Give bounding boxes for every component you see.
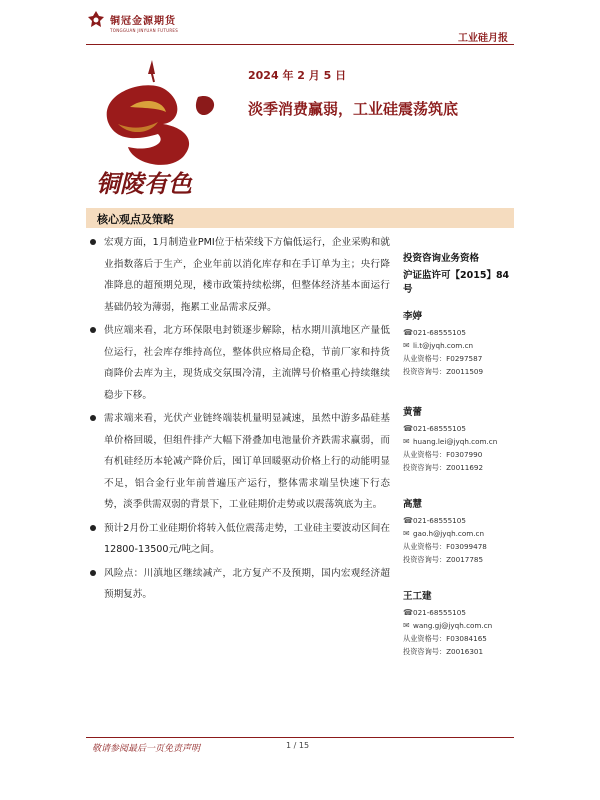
license-number: 沪证监许可【2015】84 号 <box>403 270 510 295</box>
analyst-name: 李婷 <box>403 311 423 322</box>
key-point <box>90 232 390 318</box>
analyst-card <box>403 588 533 658</box>
footer-divider <box>86 737 514 738</box>
analyst-email[interactable]: ✉ gao.h@jyqh.com.cn <box>403 529 485 538</box>
analyst-phone: ☎021-68555105 <box>403 608 466 617</box>
analyst-email[interactable]: ✉ huang.lei@jyqh.com.cn <box>403 437 498 446</box>
section-title: 核心观点及策略 <box>97 213 174 226</box>
key-point <box>90 408 390 516</box>
key-points-list <box>90 232 390 608</box>
brand-name-cn: 铜冠金源期货 <box>110 16 176 27</box>
analyst-advisory-id: 投资咨询号：Z0017785 <box>403 555 484 564</box>
analyst-advisory-id: 投资咨询号：Z0011692 <box>403 463 484 472</box>
analyst-practice-id: 从业资格号：F0297587 <box>403 354 483 363</box>
brand-artwork-icon <box>88 52 238 202</box>
key-point-text: 预计2月份工业硅期价将转入低位震荡走势，工业硅主要波动区间在12800-13500元/吨之间。 <box>104 522 390 555</box>
bullet-dot-icon <box>90 415 96 421</box>
key-point-text: 风险点：川滇地区继续减产，北方复产不及预期，国内宏观经济超预期复苏。 <box>104 567 390 600</box>
phone-icon: ☎ <box>403 608 413 617</box>
page-number: 1 / 15 <box>286 741 310 750</box>
analyst-card <box>403 308 533 378</box>
key-point <box>90 518 390 561</box>
report-date: 2024 年 2 月 5 日 <box>248 69 347 82</box>
key-point-text: 供应端来看，北方环保限电封锁逐步解除，枯水期川滇地区产量低位运行，社会库存维持高位，整体供应格局企稳，节前厂家和持货商降价去库为主，现货成交氛围冷清，主流牌号价格重心持续继续稳步下移。 <box>104 325 390 401</box>
report-type: 工业硅月报 <box>458 33 508 44</box>
brand-name-en: TONGGUAN JINYUAN FUTURES <box>110 28 179 33</box>
key-point-text: 需求端来看，光伏产业链终端装机量明显减速，虽然中游多晶硅基单价格回暖，但组件排产大幅下滑叠加电池量价齐跌需求赢弱，而有机硅经历本轮减产降价后，囤订单回暖驱动价格上行的动能明显不足，铝合金行业年前普遍压产运行，整体需求端呈快速下行态势，淡季供需双弱的背景下，工业硅期价走势或以震荡筑底为主。 <box>104 413 390 510</box>
analyst-phone: ☎021-68555105 <box>403 424 466 433</box>
key-point-text: 宏观方面，1月制造业PMI位于枯荣线下方偏低运行，企业采购和就业指数落后于生产，企业年前以消化库存和在手订单为主；央行降准降息的超预期兑现，楼市政策持续松绑，但整体经济基本面运行基础仍较为薄弱，拖累工业品需求反弹。 <box>104 237 390 313</box>
email-icon: ✉ <box>403 529 410 538</box>
analyst-card <box>403 496 533 566</box>
bullet-dot-icon <box>90 239 96 245</box>
page-header <box>0 0 600 46</box>
analyst-advisory-id: 投资咨询号：Z0016301 <box>403 647 484 656</box>
email-icon: ✉ <box>403 437 410 446</box>
phone-icon: ☎ <box>403 516 413 525</box>
analyst-phone: ☎021-68555105 <box>403 516 466 525</box>
analyst-practice-id: 从业资格号：F03099478 <box>403 542 487 551</box>
license-title: 投资咨询业务资格 <box>403 253 480 264</box>
analyst-practice-id: 从业资格号：F03084165 <box>403 634 487 643</box>
analyst-name: 王工建 <box>403 591 432 602</box>
key-point <box>90 320 390 406</box>
email-icon: ✉ <box>403 341 410 350</box>
header-divider <box>86 44 514 45</box>
analyst-card <box>403 404 533 474</box>
analyst-email[interactable]: ✉ li.t@jyqh.com.cn <box>403 341 474 350</box>
phone-icon: ☎ <box>403 328 413 337</box>
bullet-dot-icon <box>90 327 96 333</box>
analyst-phone: ☎021-68555105 <box>403 328 466 337</box>
analyst-advisory-id: 投资咨询号：Z0011509 <box>403 367 484 376</box>
phone-icon: ☎ <box>403 424 413 433</box>
analyst-email[interactable]: ✉ wang.gj@jyqh.com.cn <box>403 621 493 630</box>
bullet-dot-icon <box>90 570 96 576</box>
report-title: 淡季消费赢弱，工业硅震荡筑底 <box>248 100 459 118</box>
analyst-name: 高慧 <box>403 499 423 510</box>
company-logo-icon <box>86 10 106 32</box>
brand-calligraphy: 铜陵有色 <box>96 169 192 198</box>
key-point <box>90 563 390 606</box>
bullet-dot-icon <box>90 525 96 531</box>
footer-disclaimer: 敬请参阅最后一页免责声明 <box>92 744 201 754</box>
analyst-practice-id: 从业资格号：F0307990 <box>403 450 483 459</box>
email-icon: ✉ <box>403 621 410 630</box>
analyst-name: 黄蕾 <box>403 407 423 418</box>
analyst-sidebar <box>403 250 518 656</box>
